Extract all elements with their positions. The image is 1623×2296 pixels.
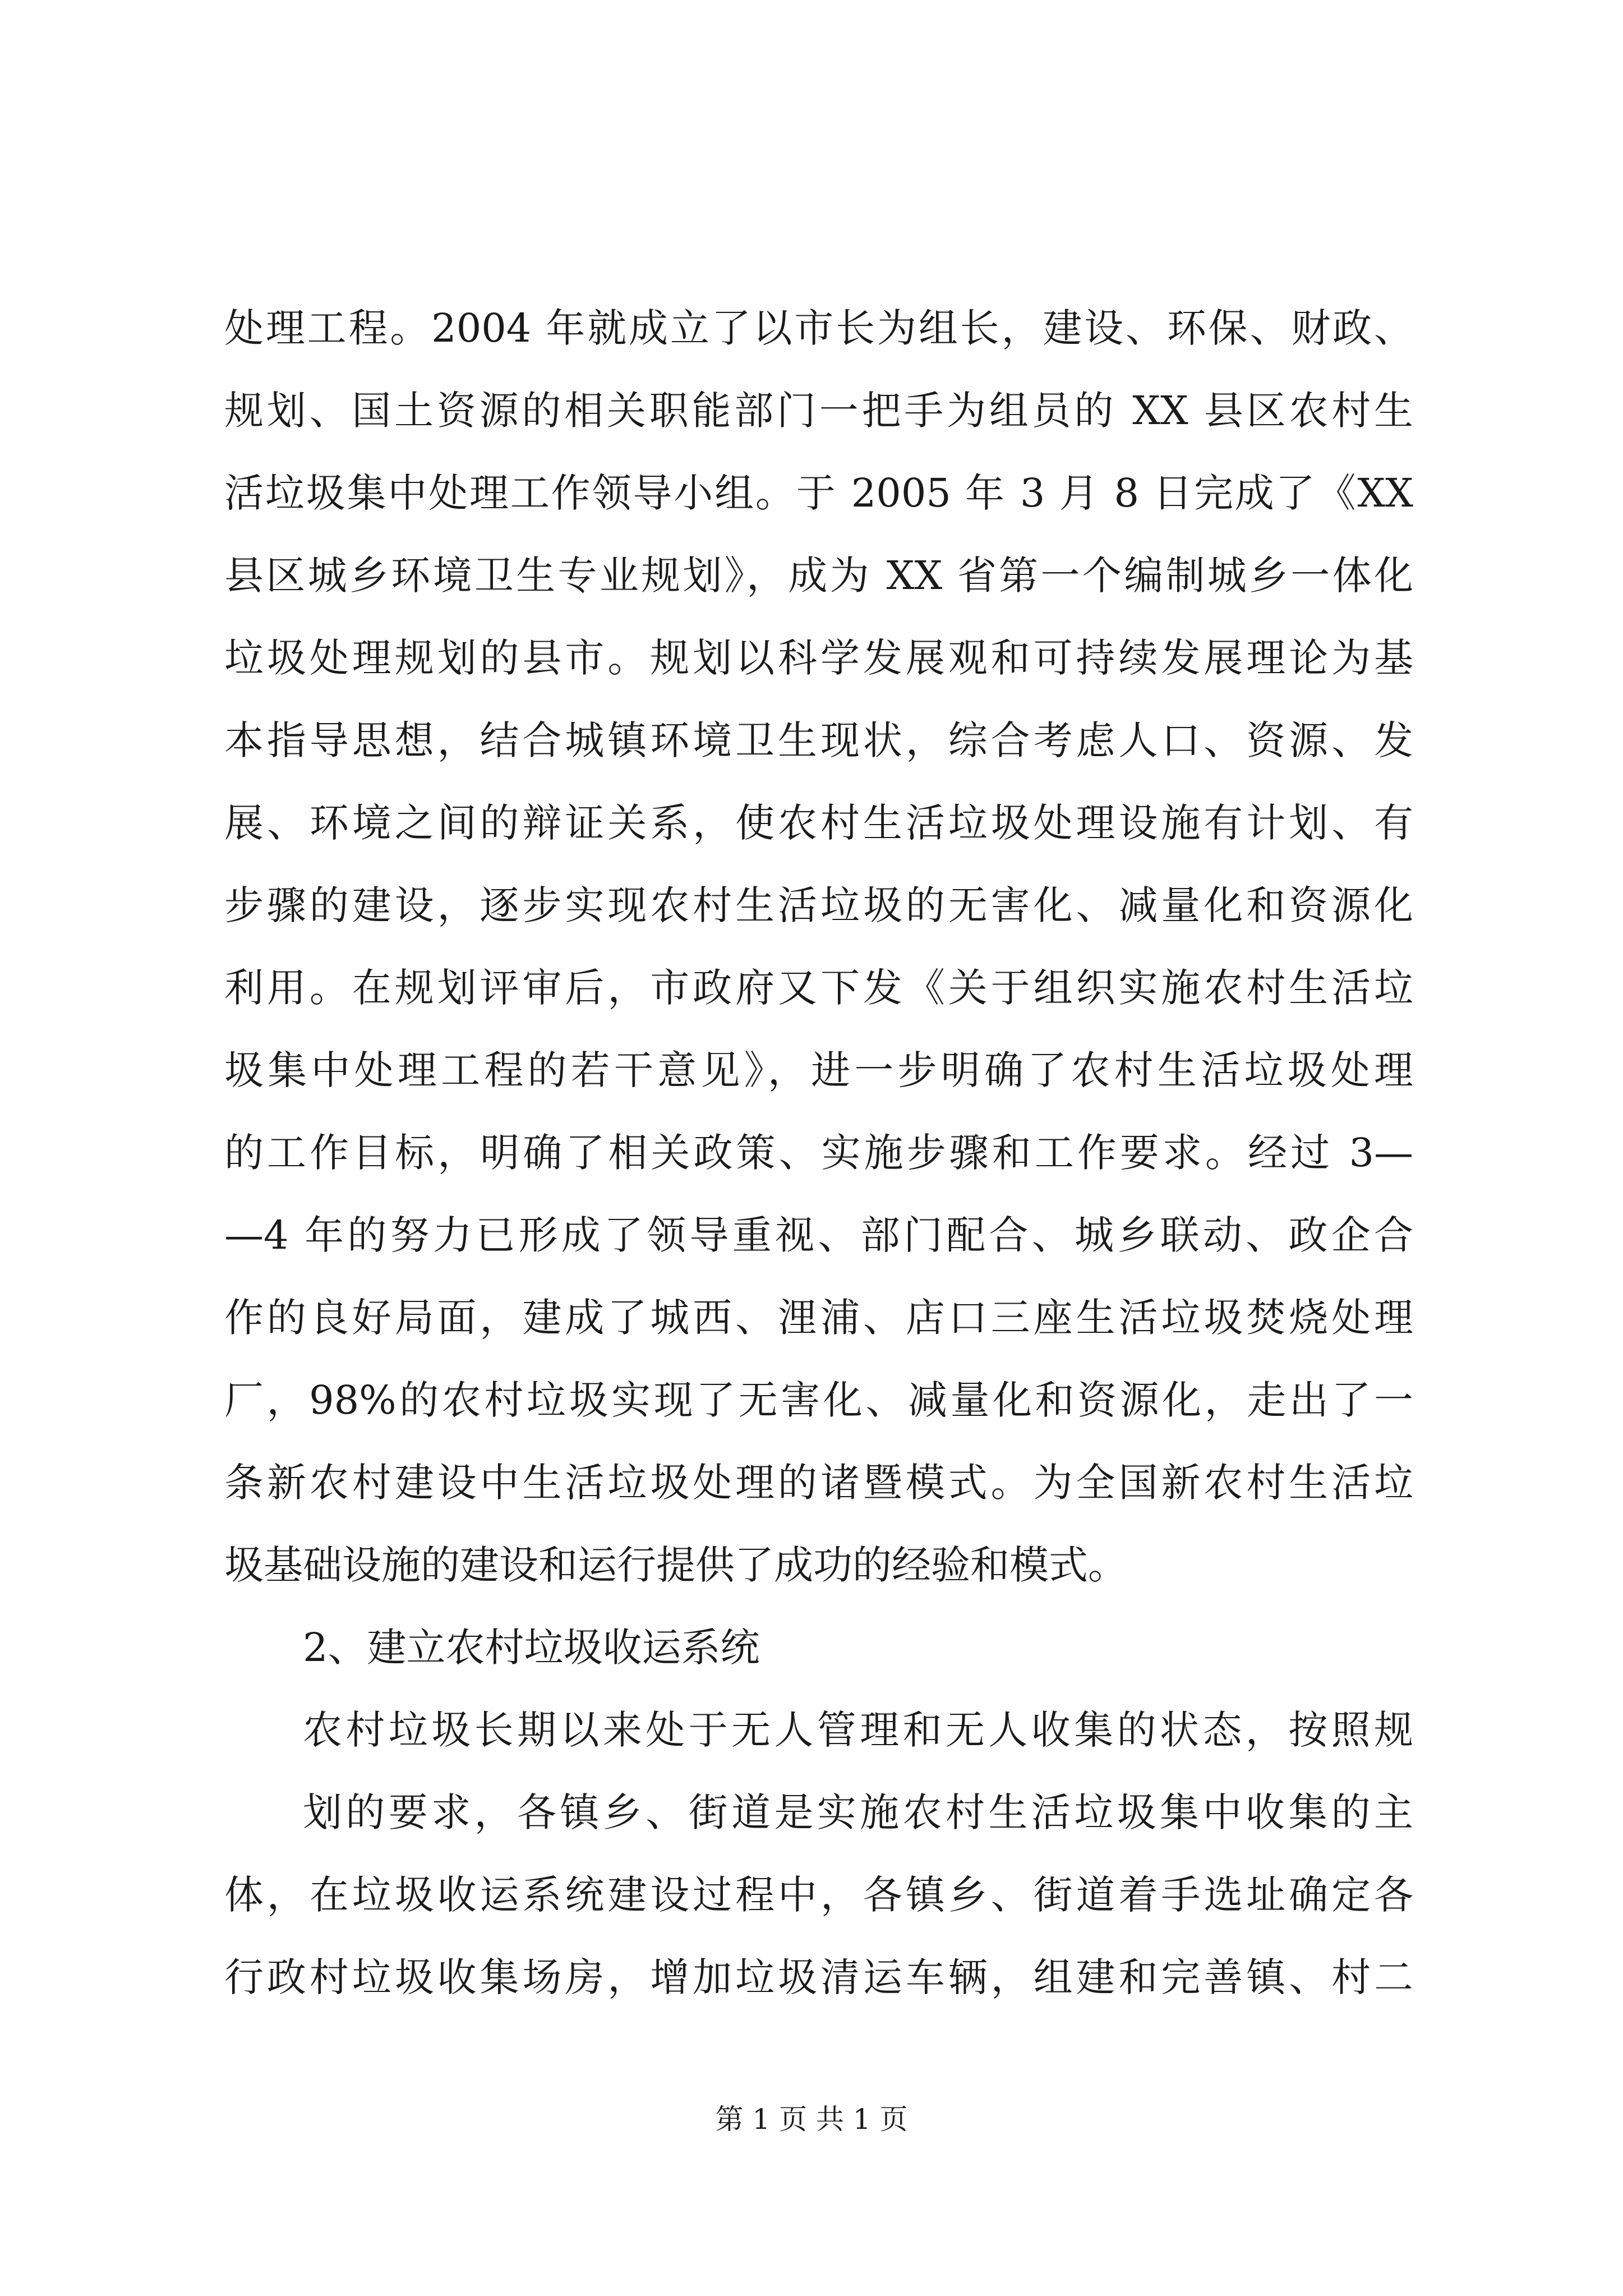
body-line: 的工作目标，明确了相关政策、实施步骤和工作要求。经过 3—	[224, 1130, 1413, 1176]
body-line: 利用。在规划评审后，市政府又下发《关于组织实施农村生活垃	[224, 965, 1413, 1011]
body-line: —4 年的努力已形成了领导重视、部门配合、城乡联动、政企合	[224, 1212, 1413, 1258]
page-footer: 第 1 页 共 1 页	[715, 2103, 908, 2136]
body-line: 条新农村建设中生活垃圾处理的诸暨模式。为全国新农村生活垃	[224, 1460, 1413, 1506]
body-line: 垃圾处理规划的县市。规划以科学发展观和可持续发展理论为基	[224, 635, 1413, 681]
body-line: 县区城乡环境卫生专业规划》，成为 XX 省第一个编制城乡一体化	[224, 553, 1413, 599]
body-line: 划的要求，各镇乡、街道是实施农村生活垃圾集中收集的主	[303, 1789, 1413, 1835]
section-heading: 2、建立农村垃圾收运系统	[303, 1625, 760, 1671]
body-line: 规划、国土资源的相关职能部门一把手为组员的 XX 县区农村生	[224, 388, 1413, 434]
body-line: 作的良好局面，建成了城西、浬浦、店口三座生活垃圾焚烧处理	[224, 1295, 1413, 1341]
body-line: 圾基础设施的建设和运行提供了成功的经验和模式。	[224, 1542, 1127, 1588]
body-line: 步骤的建设，逐步实现农村生活垃圾的无害化、减量化和资源化	[224, 882, 1413, 928]
body-line: 农村垃圾长期以来处于无人管理和无人收集的状态，按照规	[303, 1707, 1413, 1753]
body-line: 厂，98%的农村垃圾实现了无害化、减量化和资源化，走出了一	[224, 1377, 1413, 1423]
body-line: 圾集中处理工程的若干意见》，进一步明确了农村生活垃圾处理	[224, 1047, 1413, 1093]
body-line: 展、环境之间的辩证关系，使农村生活垃圾处理设施有计划、有	[224, 800, 1413, 846]
body-line: 行政村垃圾收集场房，增加垃圾清运车辆，组建和完善镇、村二	[224, 1954, 1413, 2000]
body-line: 本指导思想，结合城镇环境卫生现状，综合考虑人口、资源、发	[224, 717, 1413, 763]
body-line: 活垃圾集中处理工作领导小组。于 2005 年 3 月 8 日完成了《XX	[224, 470, 1413, 516]
body-line: 体，在垃圾收运系统建设过程中，各镇乡、街道着手选址确定各	[224, 1872, 1413, 1918]
body-line: 处理工程。2004 年就成立了以市长为组长，建设、环保、财政、	[224, 305, 1413, 351]
